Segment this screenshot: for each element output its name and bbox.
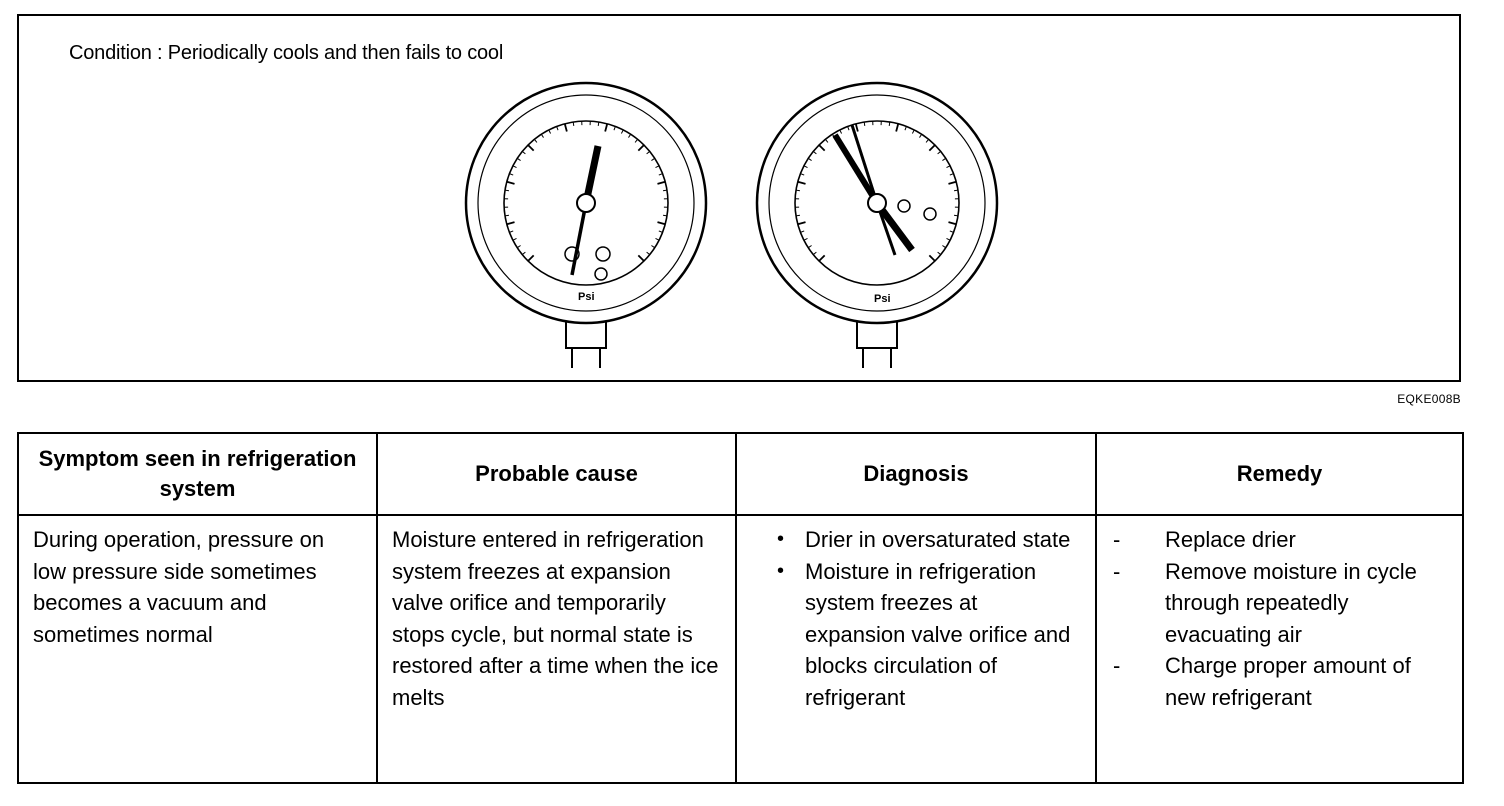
table-header-row xyxy=(18,433,1463,515)
diagnosis-list xyxy=(751,524,1081,713)
gauge-tick xyxy=(889,122,890,126)
gauge-illustration xyxy=(0,0,1504,400)
gauge-tick xyxy=(573,122,574,126)
gauge-tick xyxy=(505,190,509,191)
cell-diagnosis xyxy=(736,515,1096,783)
high-pressure-gauge xyxy=(757,83,997,368)
header-probable-cause: Probable cause xyxy=(377,433,736,515)
gauge-tick xyxy=(663,190,667,191)
diagnosis-table xyxy=(17,432,1464,784)
gauge-tick xyxy=(796,190,800,191)
header-diagnosis: Diagnosis xyxy=(736,433,1096,515)
diagnosis-item: • Moisture in refrigeration system freezes at expansion valve orifice and blocks circulation of refrigerant xyxy=(751,556,1081,714)
gauge-tick xyxy=(796,215,800,216)
high-gauge-hub xyxy=(868,194,886,212)
remedy-item: - Charge proper amount of new refrigerant xyxy=(1111,650,1448,713)
gauge-tick xyxy=(663,215,667,216)
gauge-tick xyxy=(864,122,865,126)
cell-remedy xyxy=(1096,515,1463,783)
table-row xyxy=(18,515,1463,783)
gauge-tick xyxy=(954,190,958,191)
gauge-tick xyxy=(505,215,509,216)
cell-symptom: During operation, pressure on low pressure side sometimes becomes a vacuum and sometimes normal xyxy=(18,515,377,783)
low-gauge-fitting xyxy=(566,320,606,368)
figure-code: EQKE008B xyxy=(1397,392,1461,406)
low-pressure-gauge xyxy=(466,83,706,368)
diagnosis-item: • Drier in oversaturated state xyxy=(751,524,1081,556)
cell-probable-cause: Moisture entered in refrigeration system freezes at expansion valve orifice and temporarily stops cycle, but normal state is restored after a time when the ice melts xyxy=(377,515,736,783)
low-gauge-unit-label: Psi xyxy=(578,291,595,303)
condition-caption: Condition : Periodically cools and then fails to cool xyxy=(69,42,504,64)
gauge-tick xyxy=(954,215,958,216)
header-symptom: Symptom seen in refrigeration system xyxy=(18,433,377,515)
remedy-item: - Remove moisture in cycle through repeatedly evacuating air xyxy=(1111,556,1448,651)
gauge-tick xyxy=(598,122,599,126)
header-remedy: Remedy xyxy=(1096,433,1463,515)
remedy-item: - Replace drier xyxy=(1111,524,1448,556)
remedy-list xyxy=(1111,524,1448,713)
high-gauge-fitting xyxy=(857,320,897,368)
high-gauge-unit-label: Psi xyxy=(874,293,891,305)
low-gauge-hub xyxy=(577,194,595,212)
